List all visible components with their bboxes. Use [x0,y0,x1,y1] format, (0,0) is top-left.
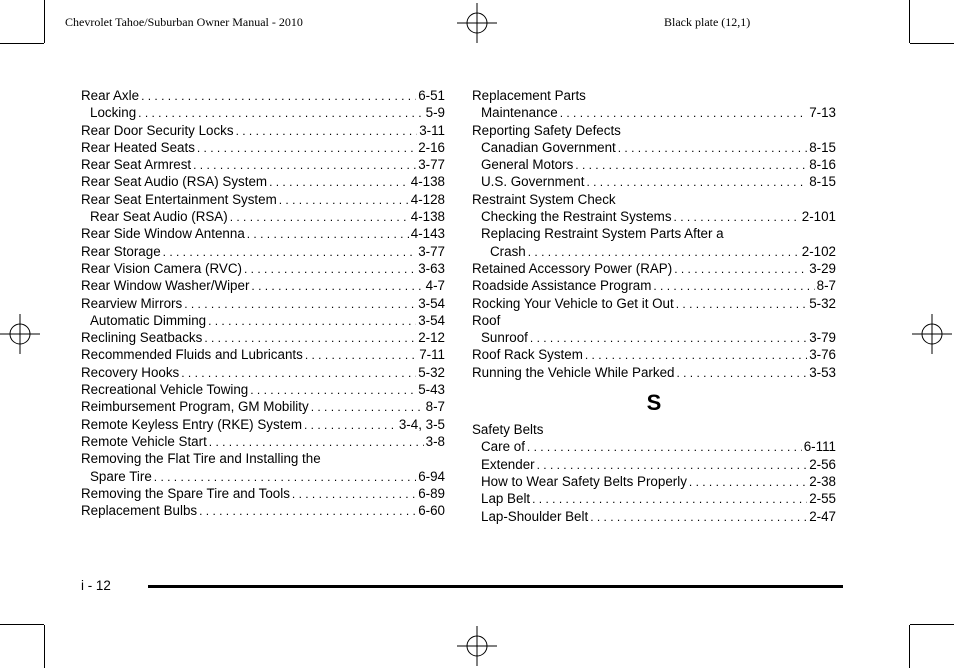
manual-title: Chevrolet Tahoe/Suburban Owner Manual - 2010 [65,15,303,29]
dot-leader [154,469,416,486]
crop-mark [44,625,45,668]
index-entry [81,191,445,208]
entry-term: Spare Tire [90,468,152,484]
entry-term: Restraint System Check [472,191,616,207]
entry-page-ref: 3-79 [809,330,836,346]
index-entry [81,364,445,381]
dot-leader [689,474,807,491]
entry-term: Rocking Your Vehicle to Get it Out [472,295,674,311]
index-column-left [81,87,445,519]
entry-page-ref: 3-53 [809,364,836,380]
dot-leader [676,296,807,313]
index-entry [472,156,836,173]
dot-leader [250,382,416,399]
entry-page-ref: 2-55 [809,491,836,507]
dot-leader [674,261,807,278]
index-entry [472,312,836,329]
entry-term: Rear Window Washer/Wiper [81,278,250,294]
entry-page-ref: 3-11 [419,122,445,138]
dot-leader [560,105,808,122]
entry-term: Rear Side Window Antenna [81,226,245,242]
dot-leader [279,192,409,209]
index-entry [81,260,445,277]
entry-term: Rear Seat Armrest [81,157,192,173]
index-entry [81,433,445,450]
entry-term: Recovery Hooks [81,364,180,380]
entry-page-ref: 3-8 [425,433,445,449]
crop-mark [910,624,954,625]
index-entry [472,438,836,455]
entry-term: Reclining Seatbacks [81,330,203,346]
crop-mark [44,0,45,43]
index-entry [81,398,445,415]
entry-term: Retained Accessory Power (RAP) [472,260,673,276]
entry-term: Care of [481,439,525,455]
entry-page-ref: 2-12 [418,330,445,346]
entry-page-ref: 6-89 [418,485,445,501]
registration-mark-icon [912,314,952,354]
entry-term: Rear Vision Camera (RVC) [81,260,242,276]
index-entry [81,416,445,433]
index-entry [81,329,445,346]
entry-page-ref: 3-77 [418,157,445,173]
entry-term: Removing the Flat Tire and Installing the [81,451,321,467]
index-entry [81,104,445,121]
entry-page-ref: 2-101 [801,209,836,225]
index-entry [472,473,836,490]
dot-leader [537,457,808,474]
crop-mark [909,0,910,43]
entry-term: Removing the Spare Tire and Tools [81,485,290,501]
dot-leader [527,439,802,456]
index-entry [472,295,836,312]
entry-page-ref: 4-138 [410,209,445,225]
index-entry [472,421,836,438]
index-entry [81,502,445,519]
dot-leader [586,174,807,191]
index-entry [81,243,445,260]
entry-page-ref: 3-4, 3-5 [398,416,445,432]
crop-mark [0,624,44,625]
registration-mark-icon [457,3,497,43]
dot-leader [292,486,416,503]
index-entry [81,312,445,329]
index-entry [81,346,445,363]
dot-leader [269,174,409,191]
index-entry [472,104,836,121]
dot-leader [311,399,424,416]
footer-rule [148,585,843,588]
entry-page-ref: 3-77 [418,243,445,259]
entry-page-ref: 5-9 [425,105,445,121]
entry-term: Roof [472,312,501,328]
index-entry [81,156,445,173]
entry-term: Replacement Parts [472,88,586,103]
section-letter: S [646,390,662,416]
dot-leader [181,365,416,382]
index-entry [81,122,445,139]
entry-term: Rear Seat Audio (RSA) [90,209,228,225]
crop-mark [910,43,954,44]
entry-page-ref: 8-16 [809,157,836,173]
dot-leader [244,261,416,278]
entry-term: Automatic Dimming [90,312,207,328]
entry-term: Safety Belts [472,422,544,438]
entry-term: Reimbursement Program, GM Mobility [81,399,309,415]
entry-term: Maintenance [481,105,558,121]
index-entry [81,485,445,502]
entry-term: Running the Vehicle While Parked [472,364,675,380]
entry-page-ref: 5-32 [809,295,836,311]
index-entry [81,139,445,156]
entry-term: Sunroof [481,330,528,346]
entry-term: Replacement Bulbs [81,503,198,519]
index-entry [472,329,836,346]
entry-page-ref: 6-111 [803,439,836,455]
index-entry [472,277,836,294]
entry-term: Rear Door Security Locks [81,122,234,138]
entry-term: Canadian Government [481,139,616,155]
entry-page-ref: 6-94 [418,468,445,484]
dot-leader [163,244,417,261]
dot-leader [138,105,423,122]
index-entry [81,277,445,294]
entry-page-ref: 8-15 [809,174,836,190]
entry-term: Crash [490,243,526,259]
entry-page-ref: 2-56 [809,456,836,472]
dot-leader [304,417,397,434]
index-entry [472,173,836,190]
page-number: i - 12 [81,578,111,593]
index-entry [472,490,836,507]
dot-leader [653,278,814,295]
index-entry [81,173,445,190]
crop-mark [909,625,910,668]
entry-page-ref: 4-7 [425,278,445,294]
entry-term: Lap Belt [481,491,531,507]
dot-leader [674,209,800,226]
entry-page-ref: 3-54 [418,312,445,328]
index-entry [81,468,445,485]
dot-leader [528,244,800,261]
entry-page-ref: 2-102 [801,243,836,259]
dot-leader [247,226,409,243]
dot-leader [305,347,417,364]
index-entry [472,208,836,225]
entry-page-ref: 3-54 [418,295,445,311]
index-entry [81,450,445,467]
entry-term: Roof Rack System [472,347,583,363]
entry-term: Recommended Fluids and Lubricants [81,347,303,363]
dot-leader [236,123,418,140]
index-entry [472,191,836,208]
dot-leader [575,157,807,174]
index-entry [472,508,836,525]
entry-page-ref: 3-29 [809,260,836,276]
crop-mark [0,43,44,44]
entry-page-ref: 7-13 [809,105,836,121]
index-column-right [472,87,836,525]
entry-term: General Motors [481,157,574,173]
index-entry [472,139,836,156]
index-entry [81,381,445,398]
plate-label: Black plate (12,1) [664,15,751,29]
dot-leader [532,491,807,508]
entry-page-ref: 8-7 [816,278,836,294]
index-entry [81,208,445,225]
entry-page-ref: 5-43 [418,382,445,398]
entry-term: Roadside Assistance Program [472,278,652,294]
entry-page-ref: 5-32 [418,364,445,380]
entry-page-ref: 4-128 [410,191,445,207]
entry-page-ref: 4-138 [410,174,445,190]
entry-page-ref: 7-11 [419,347,445,363]
entry-term: Reporting Safety Defects [472,122,621,138]
index-entry [81,295,445,312]
entry-term: Locking [90,105,137,121]
entry-term: Replacing Restraint System Parts After a [481,226,724,242]
dot-leader [676,365,807,382]
index-entry [472,122,836,139]
entry-page-ref: 8-15 [809,139,836,155]
dot-leader [208,313,416,330]
dot-leader [590,509,807,526]
entry-term: How to Wear Safety Belts Properly [481,473,687,489]
dot-leader [209,434,424,451]
entry-page-ref: 2-38 [809,473,836,489]
entry-page-ref: 3-76 [809,347,836,363]
entry-page-ref: 2-16 [418,139,445,155]
dot-leader [197,140,416,157]
dot-leader [618,140,807,157]
registration-mark-icon [0,314,40,354]
entry-page-ref: 8-7 [425,399,445,415]
dot-leader [204,330,416,347]
dot-leader [141,88,416,105]
entry-page-ref: 6-60 [418,503,445,519]
registration-mark-icon [457,626,497,666]
index-entry [472,225,836,242]
entry-term: Lap-Shoulder Belt [481,508,589,524]
index-entry [472,364,836,381]
index-entry [81,225,445,242]
dot-leader [193,157,416,174]
entry-term: Rear Heated Seats [81,139,195,155]
dot-leader [585,347,807,364]
entry-page-ref: 6-51 [418,88,445,103]
index-entry [472,346,836,363]
index-entry [472,260,836,277]
entry-term: Rear Seat Audio (RSA) System [81,174,268,190]
entry-term: Rearview Mirrors [81,295,183,311]
entry-term: Rear Storage [81,243,161,259]
index-entry [81,87,445,104]
entry-page-ref: 3-63 [418,260,445,276]
entry-term: Checking the Restraint Systems [481,209,672,225]
entry-term: Recreational Vehicle Towing [81,382,249,398]
entry-term: Remote Keyless Entry (RKE) System [81,416,303,432]
dot-leader [251,278,423,295]
dot-leader [199,503,416,520]
entry-term: Rear Seat Entertainment System [81,191,277,207]
entry-term: Extender [481,456,535,472]
entry-term: Rear Axle [81,88,140,103]
dot-leader [530,330,807,347]
index-entry [472,243,836,260]
entry-term: Remote Vehicle Start [81,433,207,449]
index-entry [472,87,836,104]
dot-leader [230,209,409,226]
index-entry [472,456,836,473]
dot-leader [184,296,416,313]
entry-term: U.S. Government [481,174,585,190]
entry-page-ref: 2-47 [809,508,836,524]
entry-page-ref: 4-143 [410,226,445,242]
